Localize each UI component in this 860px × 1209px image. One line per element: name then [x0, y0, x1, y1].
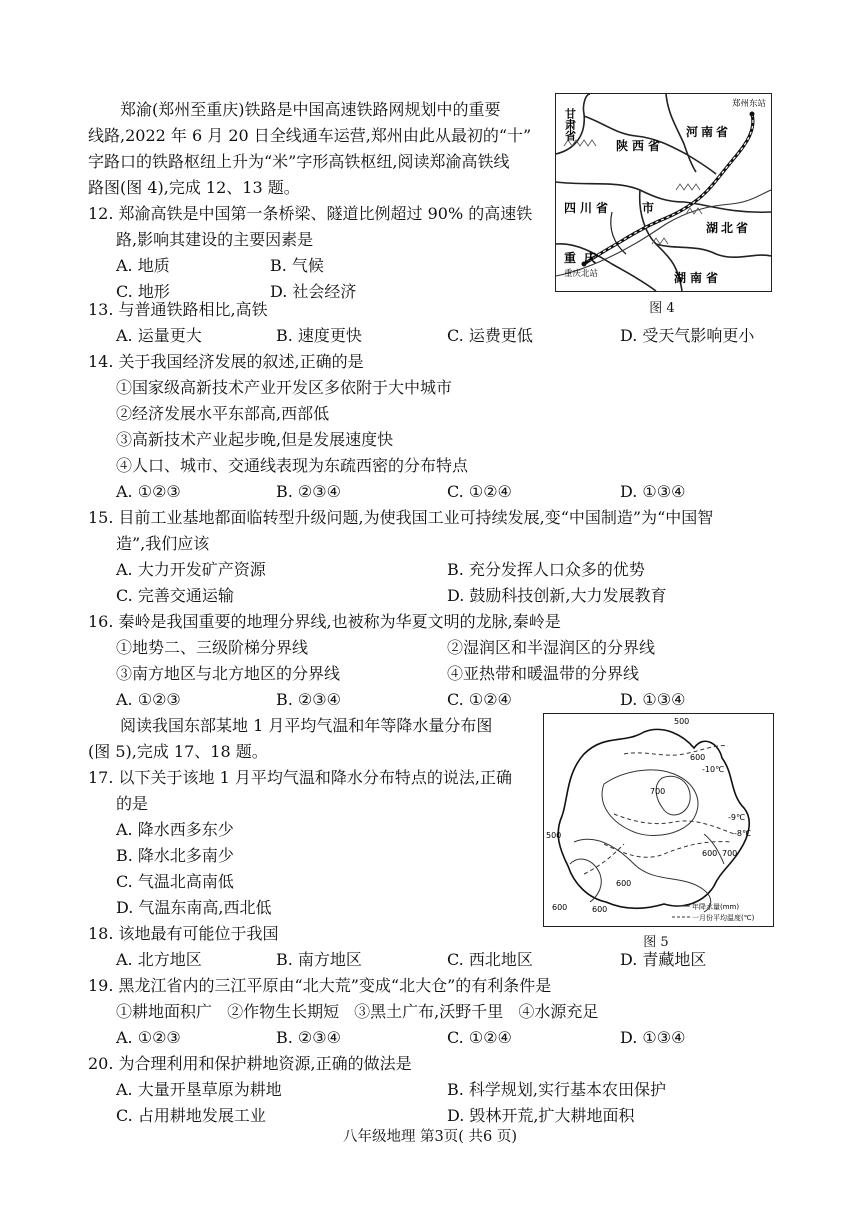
q19-option-c: C. ①②④	[447, 1028, 512, 1047]
q14-item-4: ④人口、城市、交通线表现为东疏西密的分布特点	[116, 456, 469, 475]
q12-stem-1: 12. 郑渝高铁是中国第一条桥梁、隧道比例超过 90% 的高速铁	[88, 204, 533, 223]
intro2-line-1: 阅读我国东部某地 1 月平均气温和年等降水量分布图	[120, 716, 493, 735]
q17-option-a: A. 降水西多东少	[116, 820, 234, 839]
intro1-line-1: 郑渝(郑州至重庆)铁路是中国高速铁路网规划中的重要	[120, 100, 501, 119]
label-shaanxi: 陕西省	[616, 139, 665, 153]
q20-option-d: D. 毁林开荒,扩大耕地面积	[447, 1106, 635, 1125]
label-chongqing: 重庆	[564, 251, 605, 265]
intro1-line-2: 线路,2022 年 6 月 20 日全线通车运营,郑州由此从最初的“十”	[88, 126, 532, 145]
q14-option-c: C. ①②④	[447, 482, 512, 501]
q20-option-b: B. 科学规划,实行基本农田保护	[447, 1080, 667, 1099]
page-footer: 八年级地理 第3页( 共6 页)	[342, 1129, 518, 1145]
legend-temp-label: 一月份平均温度(℃)	[692, 914, 755, 922]
label-hubei: 湖北省	[706, 221, 752, 235]
q13-option-b: B. 速度更快	[276, 326, 362, 345]
legend-precip-label: 年降水量(mm)	[692, 903, 740, 911]
q16-option-c: C. ①②④	[447, 690, 512, 709]
label-p700-right: 700	[722, 849, 738, 858]
q18-stem: 18. 该地最有可能位于我国	[88, 924, 279, 943]
q17-option-d: D. 气温东南高,西北低	[116, 898, 272, 917]
label-shi: 市	[642, 201, 655, 215]
q20-option-a: A. 大量开垦草原为耕地	[116, 1080, 282, 1099]
q15-stem-2: 造”,我们应该	[116, 534, 210, 553]
q17-stem-2: 的是	[116, 794, 149, 813]
figure-4-caption: 图 4	[649, 301, 675, 316]
q20-option-c: C. 占用耕地发展工业	[116, 1106, 266, 1125]
q19-items: ①耕地面积广 ②作物生长期短 ③黑土广布,沃野千里 ④水源充足	[116, 1002, 599, 1021]
q13-stem: 13. 与普通铁路相比,高铁	[88, 300, 268, 319]
q17-stem-1: 17. 以下关于该地 1 月平均气温和降水分布特点的说法,正确	[88, 768, 512, 787]
intro1-line-3: 字路口的铁路枢纽上升为“米”字形高铁枢纽,阅读郑渝高铁线	[88, 152, 510, 171]
q14-option-d: D. ①③④	[620, 482, 686, 501]
label-t-minus10: -10℃	[702, 765, 725, 774]
isoline-map-svg	[544, 714, 773, 926]
q19-option-a: A. ①②③	[116, 1028, 181, 1047]
q16-option-d: D. ①③④	[620, 690, 686, 709]
q18-option-c: C. 西北地区	[447, 950, 533, 969]
label-p700-center: 700	[650, 787, 666, 796]
q19-stem: 19. 黑龙江省内的三江平原由“北大荒”变成“北大仓”的有利条件是	[88, 976, 552, 995]
intro1-line-4: 路图(图 4),完成 12、13 题。	[88, 178, 300, 197]
label-p600-bl2: 600	[592, 905, 608, 914]
figure-4-map	[555, 93, 772, 292]
label-henan: 河南省	[686, 125, 732, 139]
q14-option-a: A. ①②③	[116, 482, 181, 501]
q14-item-3: ③高新技术产业起步晚,但是发展速度快	[116, 430, 394, 449]
q14-stem: 14. 关于我国经济发展的叙述,正确的是	[88, 352, 364, 371]
q15-option-d: D. 鼓励科技创新,大力发展教育	[447, 586, 667, 605]
figure-5-map	[543, 713, 774, 927]
q12-option-c: C. 地形	[116, 282, 170, 301]
q16-option-b: B. ②③④	[276, 690, 341, 709]
q13-option-a: A. 运量更大	[116, 326, 202, 345]
q15-option-b: B. 充分发挥人口众多的优势	[447, 560, 645, 579]
q14-item-2: ②经济发展水平东部高,西部低	[116, 404, 330, 423]
q12-option-b: B. 气候	[270, 256, 324, 275]
label-p600-right: 600	[702, 849, 718, 858]
q20-stem: 20. 为合理利用和保护耕地资源,正确的做法是	[88, 1054, 412, 1073]
label-p600-bl1: 600	[552, 903, 568, 912]
q12-option-d: D. 社会经济	[270, 282, 357, 301]
q12-stem-2: 路,影响其建设的主要因素是	[116, 230, 314, 249]
q15-option-a: A. 大力开发矿产资源	[116, 560, 266, 579]
label-t-minus8: -8℃	[734, 829, 751, 838]
q12-option-a: A. 地质	[116, 256, 170, 275]
q16-option-a: A. ①②③	[116, 690, 181, 709]
q16-item-1: ①地势二、三级阶梯分界线	[116, 638, 309, 657]
q13-option-d: D. 受天气影响更小	[620, 326, 755, 345]
q17-option-c: C. 气温北高南低	[116, 872, 234, 891]
label-gansu: 甘肃省	[563, 108, 577, 141]
q18-option-a: A. 北方地区	[116, 950, 202, 969]
label-t-minus9: -9℃	[728, 813, 745, 822]
label-p600-top: 600	[690, 753, 706, 762]
label-p500-top: 500	[674, 717, 690, 726]
q17-option-b: B. 降水北多南少	[116, 846, 234, 865]
q15-stem-1: 15. 目前工业基地都面临转型升级问题,为使我国工业可持续发展,变“中国制造”为“中国智	[88, 508, 714, 527]
q19-option-b: B. ②③④	[276, 1028, 341, 1047]
q14-option-b: B. ②③④	[276, 482, 341, 501]
q16-item-3: ③南方地区与北方地区的分界线	[116, 664, 341, 683]
label-sichuan: 四川省	[564, 201, 613, 215]
q19-option-d: D. ①③④	[620, 1028, 686, 1047]
figure-5-caption: 图 5	[643, 935, 669, 950]
label-hunan: 湖南省	[674, 271, 723, 285]
q14-item-1: ①国家级高新技术产业开发区多依附于大中城市	[116, 378, 453, 397]
q18-option-b: B. 南方地区	[276, 950, 362, 969]
q18-option-d: D. 青藏地区	[620, 950, 707, 969]
railway-map-svg	[556, 94, 771, 291]
label-chongqing-north: 重庆北站	[564, 269, 599, 279]
label-p600-mid: 600	[616, 879, 632, 888]
label-zhengzhou-east: 郑州东站	[732, 99, 767, 109]
intro2-line-2: (图 5),完成 17、18 题。	[88, 742, 268, 761]
q15-option-c: C. 完善交通运输	[116, 586, 234, 605]
q13-option-c: C. 运费更低	[447, 326, 533, 345]
label-p500-left: 500	[546, 831, 562, 840]
q16-item-4: ④亚热带和暖温带的分界线	[447, 664, 640, 683]
q16-item-2: ②湿润区和半湿润区的分界线	[447, 638, 656, 657]
q16-stem: 16. 秦岭是我国重要的地理分界线,也被称为华夏文明的龙脉,秦岭是	[88, 612, 561, 631]
